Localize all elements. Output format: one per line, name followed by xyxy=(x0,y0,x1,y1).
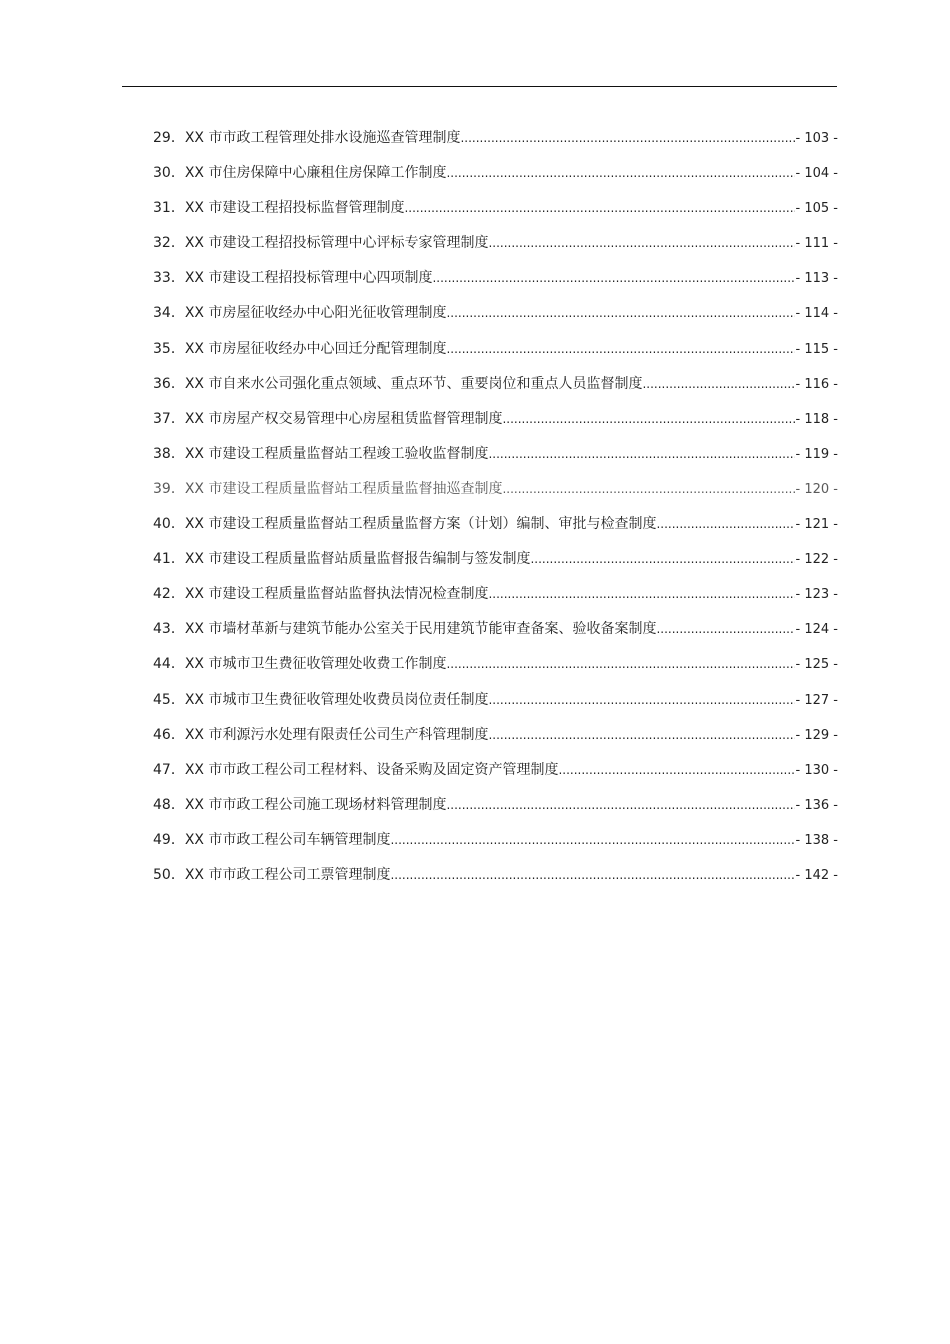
toc-entry-title: XX 市建设工程质量监督站监督执法情况检查制度 xyxy=(184,586,489,603)
toc-dot-leader xyxy=(488,725,794,745)
toc-entry-page: - 121 - xyxy=(795,517,838,533)
toc-entry-page: - 127 - xyxy=(795,692,838,708)
toc-entry-title: XX 市建设工程招投标管理中心评标专家管理制度 xyxy=(184,235,489,252)
toc-entry-title: XX 市城市卫生费征收管理处收费员岗位责任制度 xyxy=(184,691,489,708)
toc-entry-title: XX 市房屋产权交易管理中心房屋租赁监督管理制度 xyxy=(184,410,503,427)
toc-entry-number: 42． xyxy=(153,586,185,603)
toc-entry[interactable] xyxy=(153,584,838,619)
toc-dot-leader xyxy=(488,584,794,604)
toc-dot-leader xyxy=(432,268,794,288)
toc-entry-number: 39． xyxy=(153,480,185,497)
toc-entry-title: XX 市房屋征收经办中心回迁分配管理制度 xyxy=(184,340,447,357)
toc-entry-number: 30． xyxy=(153,165,185,182)
toc-entry-page: - 114 - xyxy=(795,306,838,322)
toc-entry-page: - 103 - xyxy=(795,131,838,146)
toc-entry-number: 29． xyxy=(153,130,185,146)
toc-entry-title: XX 市建设工程招投标监督管理制度 xyxy=(184,200,405,217)
toc-entry-page: - 120 - xyxy=(795,481,838,497)
toc-entry-title: XX 市自来水公司强化重点领域、重点环节、重要岗位和重点人员监督制度 xyxy=(184,375,643,392)
toc-entry-number: 31． xyxy=(153,200,185,217)
toc-entry-title: XX 市住房保障中心廉租住房保障工作制度 xyxy=(184,165,447,182)
toc-entry[interactable] xyxy=(153,795,838,830)
toc-entry-page: - 104 - xyxy=(795,166,838,182)
toc-entry-page: - 105 - xyxy=(795,201,838,217)
toc-entry[interactable] xyxy=(153,128,838,163)
toc-entry-title: XX 市房屋征收经办中心阳光征收管理制度 xyxy=(184,305,447,322)
toc-entry-number: 36． xyxy=(153,375,185,392)
toc-dot-leader xyxy=(446,163,794,183)
toc-entry-title: XX 市建设工程质量监督站工程质量监督方案（计划）编制、审批与检查制度 xyxy=(184,516,657,533)
toc-entry[interactable] xyxy=(153,444,838,479)
toc-entry[interactable] xyxy=(153,303,838,338)
toc-entry-page: - 138 - xyxy=(795,832,838,848)
toc-dot-leader xyxy=(390,830,794,850)
toc-entry-number: 41． xyxy=(153,551,185,568)
toc-dot-leader xyxy=(446,339,794,359)
toc-entry[interactable] xyxy=(153,830,838,865)
toc-entry-title: XX 市建设工程质量监督站质量监督报告编制与签发制度 xyxy=(184,551,531,568)
toc-entry-title: XX 市建设工程质量监督站工程质量监督抽巡查制度 xyxy=(184,480,503,497)
header-rule xyxy=(122,86,837,87)
toc-entry-number: 50． xyxy=(153,866,185,883)
toc-entry-number: 43． xyxy=(153,621,185,638)
toc-entry-number: 48． xyxy=(153,796,185,813)
toc-entry-page: - 130 - xyxy=(795,762,838,778)
toc-dot-leader xyxy=(558,760,794,780)
toc-entry-title: XX 市建设工程招投标管理中心四项制度 xyxy=(184,270,433,287)
toc-entry-title: XX 市墙材革新与建筑节能办公室关于民用建筑节能审查备案、验收备案制度 xyxy=(184,621,657,638)
toc-dot-leader xyxy=(390,865,794,885)
toc-dot-leader xyxy=(502,409,794,429)
toc-entry-title: XX 市市政工程公司车辆管理制度 xyxy=(184,831,391,848)
toc-entry[interactable] xyxy=(153,725,838,760)
toc-entry[interactable] xyxy=(153,233,838,268)
toc-entry-page: - 116 - xyxy=(795,376,838,392)
toc-entry-page: - 111 - xyxy=(795,236,838,252)
toc-entry-page: - 122 - xyxy=(795,552,838,568)
toc-entry-page: - 142 - xyxy=(795,867,838,883)
table-of-contents xyxy=(153,128,838,900)
toc-dot-leader xyxy=(656,619,794,639)
toc-dot-leader xyxy=(446,303,794,323)
toc-dot-leader xyxy=(460,128,794,148)
toc-entry-page: - 124 - xyxy=(795,622,838,638)
toc-entry-page: - 136 - xyxy=(795,797,838,813)
toc-entry-title: XX 市城市卫生费征收管理处收费工作制度 xyxy=(184,656,447,673)
toc-dot-leader xyxy=(488,233,794,253)
toc-entry[interactable] xyxy=(153,198,838,233)
toc-entry-number: 32． xyxy=(153,235,185,252)
toc-entry-page: - 123 - xyxy=(795,587,838,603)
toc-dot-leader xyxy=(488,444,794,464)
toc-entry[interactable] xyxy=(153,163,838,198)
toc-entry-title: XX 市市政工程公司工票管理制度 xyxy=(184,866,391,883)
toc-entry-title: XX 市利源污水处理有限责任公司生产科管理制度 xyxy=(184,726,489,743)
toc-entry-title: XX 市市政工程公司施工现场材料管理制度 xyxy=(184,796,447,813)
toc-entry-page: - 129 - xyxy=(795,727,838,743)
toc-entry-page: - 115 - xyxy=(795,341,838,357)
toc-dot-leader xyxy=(488,690,794,710)
toc-entry[interactable] xyxy=(153,654,838,689)
toc-entry[interactable] xyxy=(153,479,838,514)
toc-dot-leader xyxy=(502,479,794,499)
toc-entry-page: - 119 - xyxy=(795,446,838,462)
toc-entry-number: 35． xyxy=(153,340,185,357)
toc-entry[interactable] xyxy=(153,268,838,303)
toc-entry-title: XX 市市政工程公司工程材料、设备采购及固定资产管理制度 xyxy=(184,761,559,778)
toc-dot-leader xyxy=(530,549,794,569)
toc-entry-number: 47． xyxy=(153,761,185,778)
toc-dot-leader xyxy=(446,654,794,674)
toc-entry-number: 37． xyxy=(153,410,185,427)
toc-entry[interactable] xyxy=(153,374,838,409)
toc-entry-page: - 118 - xyxy=(795,411,838,427)
toc-entry-number: 46． xyxy=(153,726,185,743)
toc-entry-number: 33． xyxy=(153,270,185,287)
toc-entry-number: 49． xyxy=(153,831,185,848)
toc-dot-leader xyxy=(642,374,794,394)
toc-entry[interactable] xyxy=(153,619,838,654)
toc-dot-leader xyxy=(656,514,794,534)
toc-entry[interactable] xyxy=(153,760,838,795)
toc-entry[interactable] xyxy=(153,549,838,584)
toc-entry-page: - 113 - xyxy=(795,271,838,287)
toc-dot-leader xyxy=(446,795,794,815)
toc-entry[interactable] xyxy=(153,409,838,444)
toc-entry[interactable] xyxy=(153,865,838,900)
toc-entry[interactable] xyxy=(153,690,838,725)
toc-entry-number: 44． xyxy=(153,656,185,673)
toc-entry-number: 45． xyxy=(153,691,185,708)
toc-entry-title: XX 市市政工程管理处排水设施巡查管理制度 xyxy=(184,130,461,146)
toc-dot-leader xyxy=(404,198,794,218)
toc-entry-number: 40． xyxy=(153,516,185,533)
toc-entry[interactable] xyxy=(153,339,838,374)
toc-entry-number: 34． xyxy=(153,305,185,322)
toc-entry[interactable] xyxy=(153,514,838,549)
toc-entry-page: - 125 - xyxy=(795,657,838,673)
toc-entry-title: XX 市建设工程质量监督站工程竣工验收监督制度 xyxy=(184,445,489,462)
toc-entry-number: 38． xyxy=(153,445,185,462)
